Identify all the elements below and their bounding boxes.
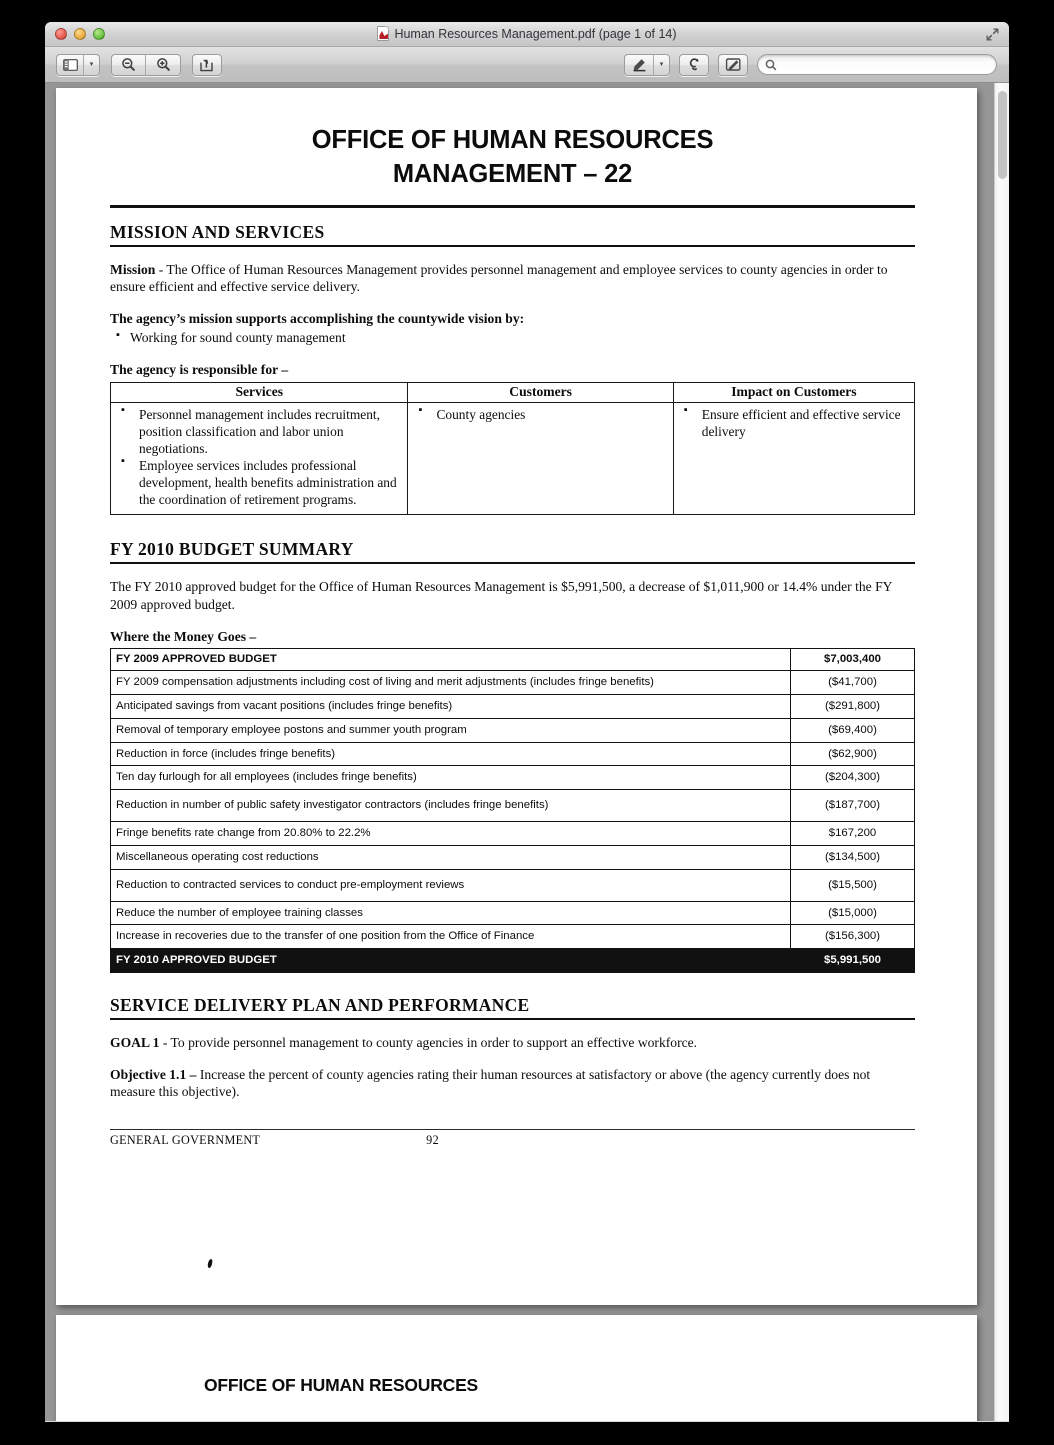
budget-row-amount: ($15,500) (791, 869, 915, 901)
table-header-row (111, 383, 915, 403)
column-header-customers: Customers (408, 383, 673, 403)
budget-intro-paragraph: The FY 2010 approved budget for the Office of Human Resources Management is $5,991,500, a decrease of $1,011,900 or 14.4% under the FY 2009 approved budget. (110, 579, 892, 612)
responsible-heading: The agency is responsible for – (110, 361, 289, 377)
zoom-out-button[interactable] (111, 54, 146, 76)
document-scroll-area[interactable] (45, 83, 1009, 1421)
service-delivery-heading-rule (110, 1018, 915, 1020)
table-row (111, 718, 915, 742)
annotate-button[interactable] (718, 54, 748, 76)
budget-row-label: Ten day furlough for all employees (includes fringe benefits) (111, 766, 791, 790)
list-item: ▪ Employee services includes professional development, health benefits administration and the coordination of retirement programs. (117, 457, 401, 508)
table-row (111, 671, 915, 695)
objective-label: Objective 1.1 – (110, 1066, 197, 1082)
budget-row-amount: ($187,700) (791, 790, 915, 822)
chevron-down-icon: ▾ (89, 61, 94, 68)
search-input[interactable] (781, 59, 981, 71)
column-header-impact: Impact on Customers (673, 383, 914, 403)
table-row (111, 790, 915, 822)
sidebar-view-group (56, 54, 100, 76)
rotate-left-button[interactable] (679, 54, 709, 76)
list-item: ▪ County agencies (414, 406, 666, 423)
sidebar-view-button[interactable] (56, 54, 84, 76)
budget-table (110, 648, 915, 973)
window-titlebar (45, 22, 1009, 47)
list-item: ▪ Working for sound county management (116, 329, 915, 347)
budget-row-label: Reduction in force (includes fringe benefits) (111, 742, 791, 766)
services-table (110, 382, 915, 515)
budget-row-amount: ($69,400) (791, 718, 915, 742)
search-icon (765, 59, 777, 71)
next-page-title: OFFICE OF HUMAN RESOURCES (204, 1375, 479, 1395)
section-heading-service-delivery: SERVICE DELIVERY PLAN AND PERFORMANCE (110, 995, 530, 1016)
section-heading-budget: FY 2010 BUDGET SUMMARY (110, 539, 354, 560)
pdf-page-2 (56, 1315, 977, 1421)
search-field[interactable] (757, 54, 997, 75)
zoom-group (111, 54, 181, 76)
pdf-page-1 (56, 88, 977, 1305)
list-item: ▪ Personnel management includes recruitment, position classification and labor union negotiations. (117, 406, 401, 457)
page-1-content (110, 124, 915, 1148)
footer-left-text: GENERAL GOVERNMENT (110, 1133, 261, 1148)
objective-text: Increase the percent of county agencies rating their human resources at satisfactory or above (the agency currently does not measure this objective). (110, 1066, 871, 1100)
cell-impact (673, 403, 914, 515)
goal-paragraph (110, 1034, 915, 1052)
pdf-viewer-window (45, 22, 1009, 1422)
budget-total-label: FY 2010 APPROVED BUDGET (111, 949, 791, 973)
vision-bullets (116, 329, 915, 347)
highlight-dropdown[interactable] (654, 54, 670, 76)
objective-paragraph (110, 1066, 915, 1101)
budget-heading-rule (110, 562, 915, 564)
page-footer (110, 1133, 915, 1148)
budget-row-amount: ($134,500) (791, 845, 915, 869)
budget-row-amount: ($62,900) (791, 742, 915, 766)
window-title-text: Human Resources Management.pdf (page 1 of 14) (394, 26, 677, 41)
money-goes-heading: Where the Money Goes – (110, 628, 257, 644)
scrollbar-thumb[interactable] (998, 91, 1007, 179)
scan-artifact (207, 1259, 213, 1269)
share-icon (199, 58, 215, 72)
footer-page-number: 92 (426, 1133, 439, 1148)
budget-opening-amount: $7,003,400 (791, 649, 915, 671)
table-row (111, 901, 915, 925)
highlight-button[interactable] (624, 54, 654, 76)
mission-paragraph (110, 261, 915, 296)
budget-row-amount: ($156,300) (791, 925, 915, 949)
table-row (111, 694, 915, 718)
chevron-down-icon: ▾ (659, 61, 664, 68)
budget-row-amount: $167,200 (791, 822, 915, 846)
budget-row-label: Miscellaneous operating cost reductions (111, 845, 791, 869)
mission-text: - The Office of Human Resources Management provides personnel management and employee services to county agencies in order to ensure efficient and effective service delivery. (110, 261, 888, 295)
zoom-out-icon (121, 57, 136, 72)
budget-row-amount: ($204,300) (791, 766, 915, 790)
budget-row-label: Reduction to contracted services to conduct pre-employment reviews (111, 869, 791, 901)
page-title-line-2: MANAGEMENT – 22 (392, 159, 633, 188)
mission-label: Mission (110, 261, 156, 277)
mission-heading-rule (110, 245, 915, 247)
annotate-icon (725, 57, 742, 72)
budget-row-amount: ($15,000) (791, 901, 915, 925)
window-title (45, 26, 1009, 41)
budget-total-amount: $5,991,500 (791, 949, 915, 973)
fullscreen-icon[interactable] (984, 26, 1001, 43)
title-rule (110, 205, 915, 208)
zoom-in-button[interactable] (146, 54, 181, 76)
table-row (111, 869, 915, 901)
budget-row-label: Reduction in number of public safety investigator contractors (includes fringe benefits) (111, 790, 791, 822)
goal-label: GOAL 1 (110, 1035, 160, 1051)
vision-heading: The agency’s mission supports accomplishing the countywide vision by: (110, 311, 525, 327)
zoom-in-icon (156, 57, 171, 72)
pdf-file-icon (377, 26, 389, 41)
budget-row-label: FY 2009 compensation adjustments including cost of living and merit adjustments (includes fringe benefits) (111, 671, 791, 695)
column-header-services: Services (111, 383, 408, 403)
table-row (111, 742, 915, 766)
budget-opening-label: FY 2009 APPROVED BUDGET (111, 649, 791, 671)
budget-opening-row (111, 649, 915, 671)
highlighter-icon (631, 57, 648, 72)
table-row (111, 403, 915, 515)
budget-row-label: Increase in recoveries due to the transfer of one position from the Office of Finance (111, 925, 791, 949)
table-row (111, 845, 915, 869)
budget-row-label: Anticipated savings from vacant positions (includes fringe benefits) (111, 694, 791, 718)
table-row (111, 822, 915, 846)
budget-row-label: Reduce the number of employee training classes (111, 901, 791, 925)
sidebar-view-dropdown[interactable] (84, 54, 100, 76)
page-title (110, 124, 915, 192)
goal-text: - To provide personnel management to county agencies in order to support an effective workforce. (159, 1035, 698, 1051)
vertical-scrollbar[interactable] (994, 83, 1009, 1421)
rotate-left-icon (686, 57, 702, 72)
budget-row-amount: ($291,800) (791, 694, 915, 718)
budget-total-row (111, 949, 915, 973)
cell-services (111, 403, 408, 515)
section-heading-mission: MISSION AND SERVICES (110, 221, 325, 242)
budget-row-label: Fringe benefits rate change from 20.80% to 22.2% (111, 822, 791, 846)
footer-rule (110, 1129, 915, 1130)
share-button[interactable] (192, 54, 222, 76)
table-row (111, 766, 915, 790)
list-item: ▪ Ensure efficient and effective service delivery (680, 406, 908, 440)
cell-customers (408, 403, 673, 515)
budget-row-label: Removal of temporary employee postons and summer youth program (111, 718, 791, 742)
highlight-group (624, 54, 670, 76)
budget-row-amount: ($41,700) (791, 671, 915, 695)
page-title-line-1: OFFICE OF HUMAN RESOURCES (311, 126, 714, 154)
table-row (111, 925, 915, 949)
pdf-toolbar (45, 47, 1009, 83)
